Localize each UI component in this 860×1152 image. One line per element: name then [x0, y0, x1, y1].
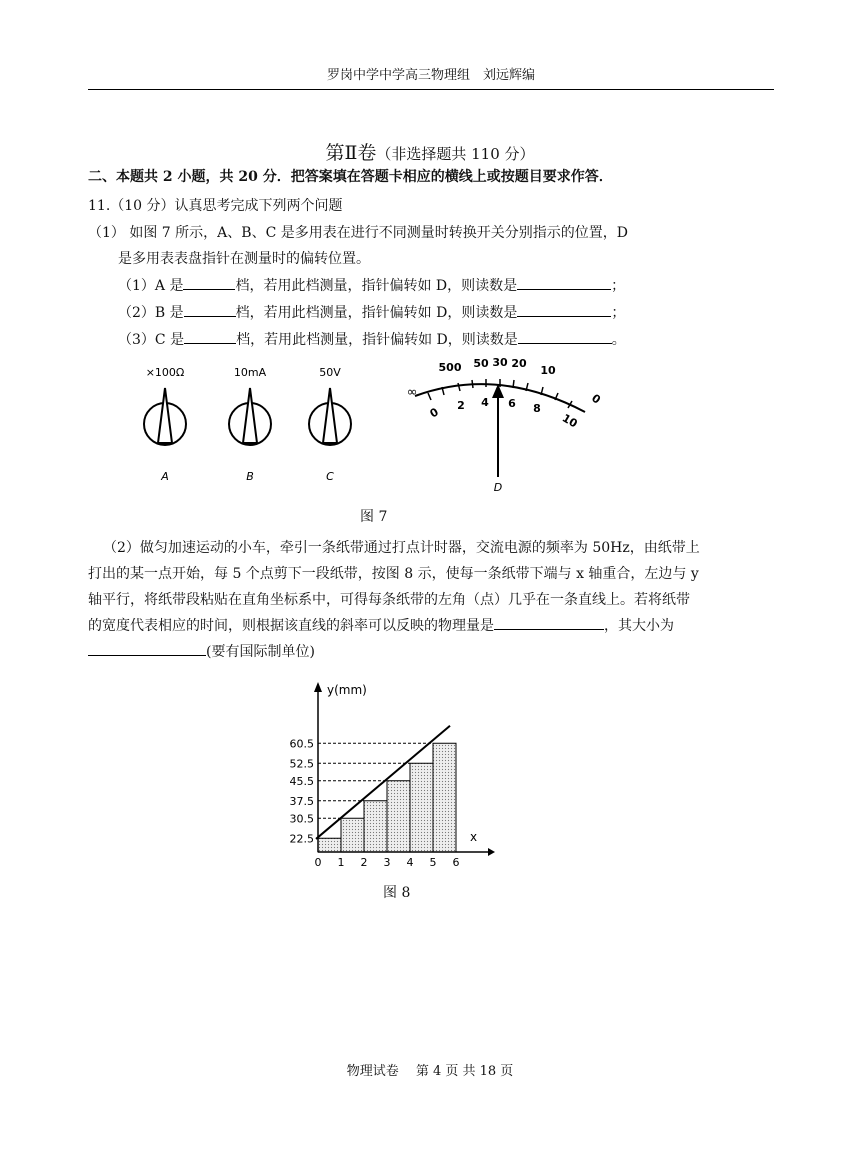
section-heading: 二、本题共 2 小题，共 20 分．把答案填在答题卡相应的横线上或按题目要求作答． — [88, 169, 613, 185]
x-axis-arrow — [488, 848, 495, 856]
right-zero: 0 — [589, 391, 603, 407]
tape-strip-5 — [410, 763, 433, 852]
q11-sub1 — [118, 275, 625, 295]
figure-7 — [120, 352, 620, 497]
tape-strip-4 — [387, 781, 410, 852]
lower-scale-0: 0 — [427, 405, 441, 421]
knob-b-range-label: 10mA — [233, 366, 267, 379]
answer-blank-a-reading[interactable] — [517, 276, 611, 290]
y-tick-label: 52.5 — [289, 757, 314, 771]
meter-dial — [407, 356, 604, 494]
part2-line4-start: 的宽度代表相应的时间，则根据该直线的斜率可以反映的物理量是 — [88, 618, 494, 634]
part2-line4 — [88, 613, 774, 639]
knob-b-letter: B — [246, 470, 254, 483]
upper-scale-50: 50 — [473, 357, 489, 370]
upper-scale-10: 10 — [540, 364, 556, 377]
pointer-label: D — [493, 481, 503, 494]
part-title — [0, 138, 860, 165]
x-tick-label: 4 — [406, 856, 414, 869]
answer-blank-c-reading[interactable] — [518, 330, 612, 344]
x-tick-label: 5 — [429, 856, 437, 869]
tape-strip-1 — [318, 838, 341, 852]
knob-a — [144, 366, 186, 483]
q11-sub3 — [118, 329, 626, 349]
sub3-end: 。 — [611, 332, 626, 348]
figure-7-caption: 图 7 — [360, 509, 388, 525]
sub2-start: （2）B 是 — [118, 305, 184, 321]
upper-scale-30: 30 — [492, 356, 508, 369]
y-tick-label: 60.5 — [289, 737, 314, 751]
x-tick-label: 6 — [452, 856, 460, 869]
infinity-mark: ∞ — [406, 385, 418, 400]
part2-line2: 打出的某一点开始，每 5 个点剪下一段纸带，按图 8 示，使每一条纸带下端与 x 轴重合，左边与 y — [88, 566, 699, 582]
part2-line5-text: (要有国际制单位) — [206, 644, 315, 660]
knob-c-letter: C — [326, 470, 334, 483]
figure-8-caption: 图 8 — [383, 885, 411, 901]
y-tick-label: 37.5 — [289, 794, 314, 808]
y-tick-label: 22.5 — [289, 832, 314, 846]
answer-blank-b-reading[interactable] — [517, 303, 611, 317]
x-tick-label: 2 — [360, 856, 368, 869]
part2-line3: 轴平行，将纸带段粘贴在直角坐标系中，可得每条纸带的左角（点）几乎在一条直线上。若将纸带 — [88, 592, 690, 608]
tape-strip-6 — [433, 743, 456, 852]
y-tick-label: 45.5 — [289, 774, 314, 788]
knob-a-letter: A — [161, 470, 169, 483]
y-tick-label: 30.5 — [289, 812, 314, 826]
q11-part1-line1: （1） 如图 7 所示，A、B、C 是多用表在进行不同测量时转换开关分别指示的位置，D — [88, 225, 628, 241]
tape-strip-3 — [364, 801, 387, 852]
answer-blank-c-range[interactable] — [184, 330, 236, 344]
x-axis-label: x — [470, 830, 478, 844]
answer-blank-magnitude[interactable] — [88, 642, 206, 656]
figure-8 — [270, 672, 500, 872]
sub3-middle: 档，若用此档测量，指针偏转如 D，则读数是 — [236, 332, 518, 348]
q11-part1-line2: 是多用表表盘指针在测量时的偏转位置。 — [118, 251, 370, 267]
q11-sub2 — [118, 302, 625, 322]
title-main: 第Ⅱ卷 — [325, 142, 377, 164]
lower-scale-6: 6 — [508, 397, 516, 410]
y-axis-label: y(mm) — [327, 683, 367, 697]
part2-line1: （2）做匀加速运动的小车，牵引一条纸带通过打点计时器，交流电源的频率为 50Hz，由纸带上 — [103, 540, 700, 556]
lower-scale-8: 8 — [533, 402, 541, 415]
sub3-start: （3）C 是 — [118, 332, 185, 348]
x-tick-label: 1 — [337, 856, 345, 869]
lower-scale-4: 4 — [481, 396, 489, 409]
y-axis-arrow — [314, 682, 322, 692]
answer-blank-b-range[interactable] — [184, 303, 236, 317]
answer-blank-quantity[interactable] — [494, 616, 604, 630]
knob-b — [229, 366, 271, 483]
part2-line5 — [88, 639, 774, 665]
lower-scale-10: 10 — [559, 411, 580, 431]
title-sub: （非选择题共 110 分） — [376, 145, 535, 163]
sub1-start: （1）A 是 — [118, 278, 184, 294]
x-tick-label: 3 — [383, 856, 391, 869]
sub2-middle: 档，若用此档测量，指针偏转如 D，则读数是 — [235, 305, 518, 321]
lower-scale-2: 2 — [457, 399, 465, 412]
upper-scale-20: 20 — [511, 357, 527, 370]
upper-scale-500: 500 — [438, 361, 462, 374]
knob-c — [309, 366, 351, 483]
sub1-end: ； — [611, 278, 626, 294]
sub1-middle: 档，若用此档测量，指针偏转如 D，则读数是 — [235, 278, 518, 294]
q11-part2 — [88, 535, 774, 665]
sub2-end: ； — [611, 305, 626, 321]
knob-a-range-label: ×100Ω — [145, 366, 185, 379]
q11-intro: 11.（10 分）认真思考完成下列两个问题 — [88, 198, 343, 214]
page-header: 罗岗中学中学高三物理组 刘远辉编 — [88, 64, 774, 90]
page-footer: 物理试卷 第 4 页 共 18 页 — [346, 1064, 514, 1079]
x-tick-label: 0 — [314, 856, 322, 869]
tape-strip-2 — [341, 818, 364, 852]
knob-c-range-label: 50V — [319, 366, 341, 379]
answer-blank-a-range[interactable] — [183, 276, 235, 290]
part2-line4-end: ，其大小为 — [604, 618, 674, 634]
